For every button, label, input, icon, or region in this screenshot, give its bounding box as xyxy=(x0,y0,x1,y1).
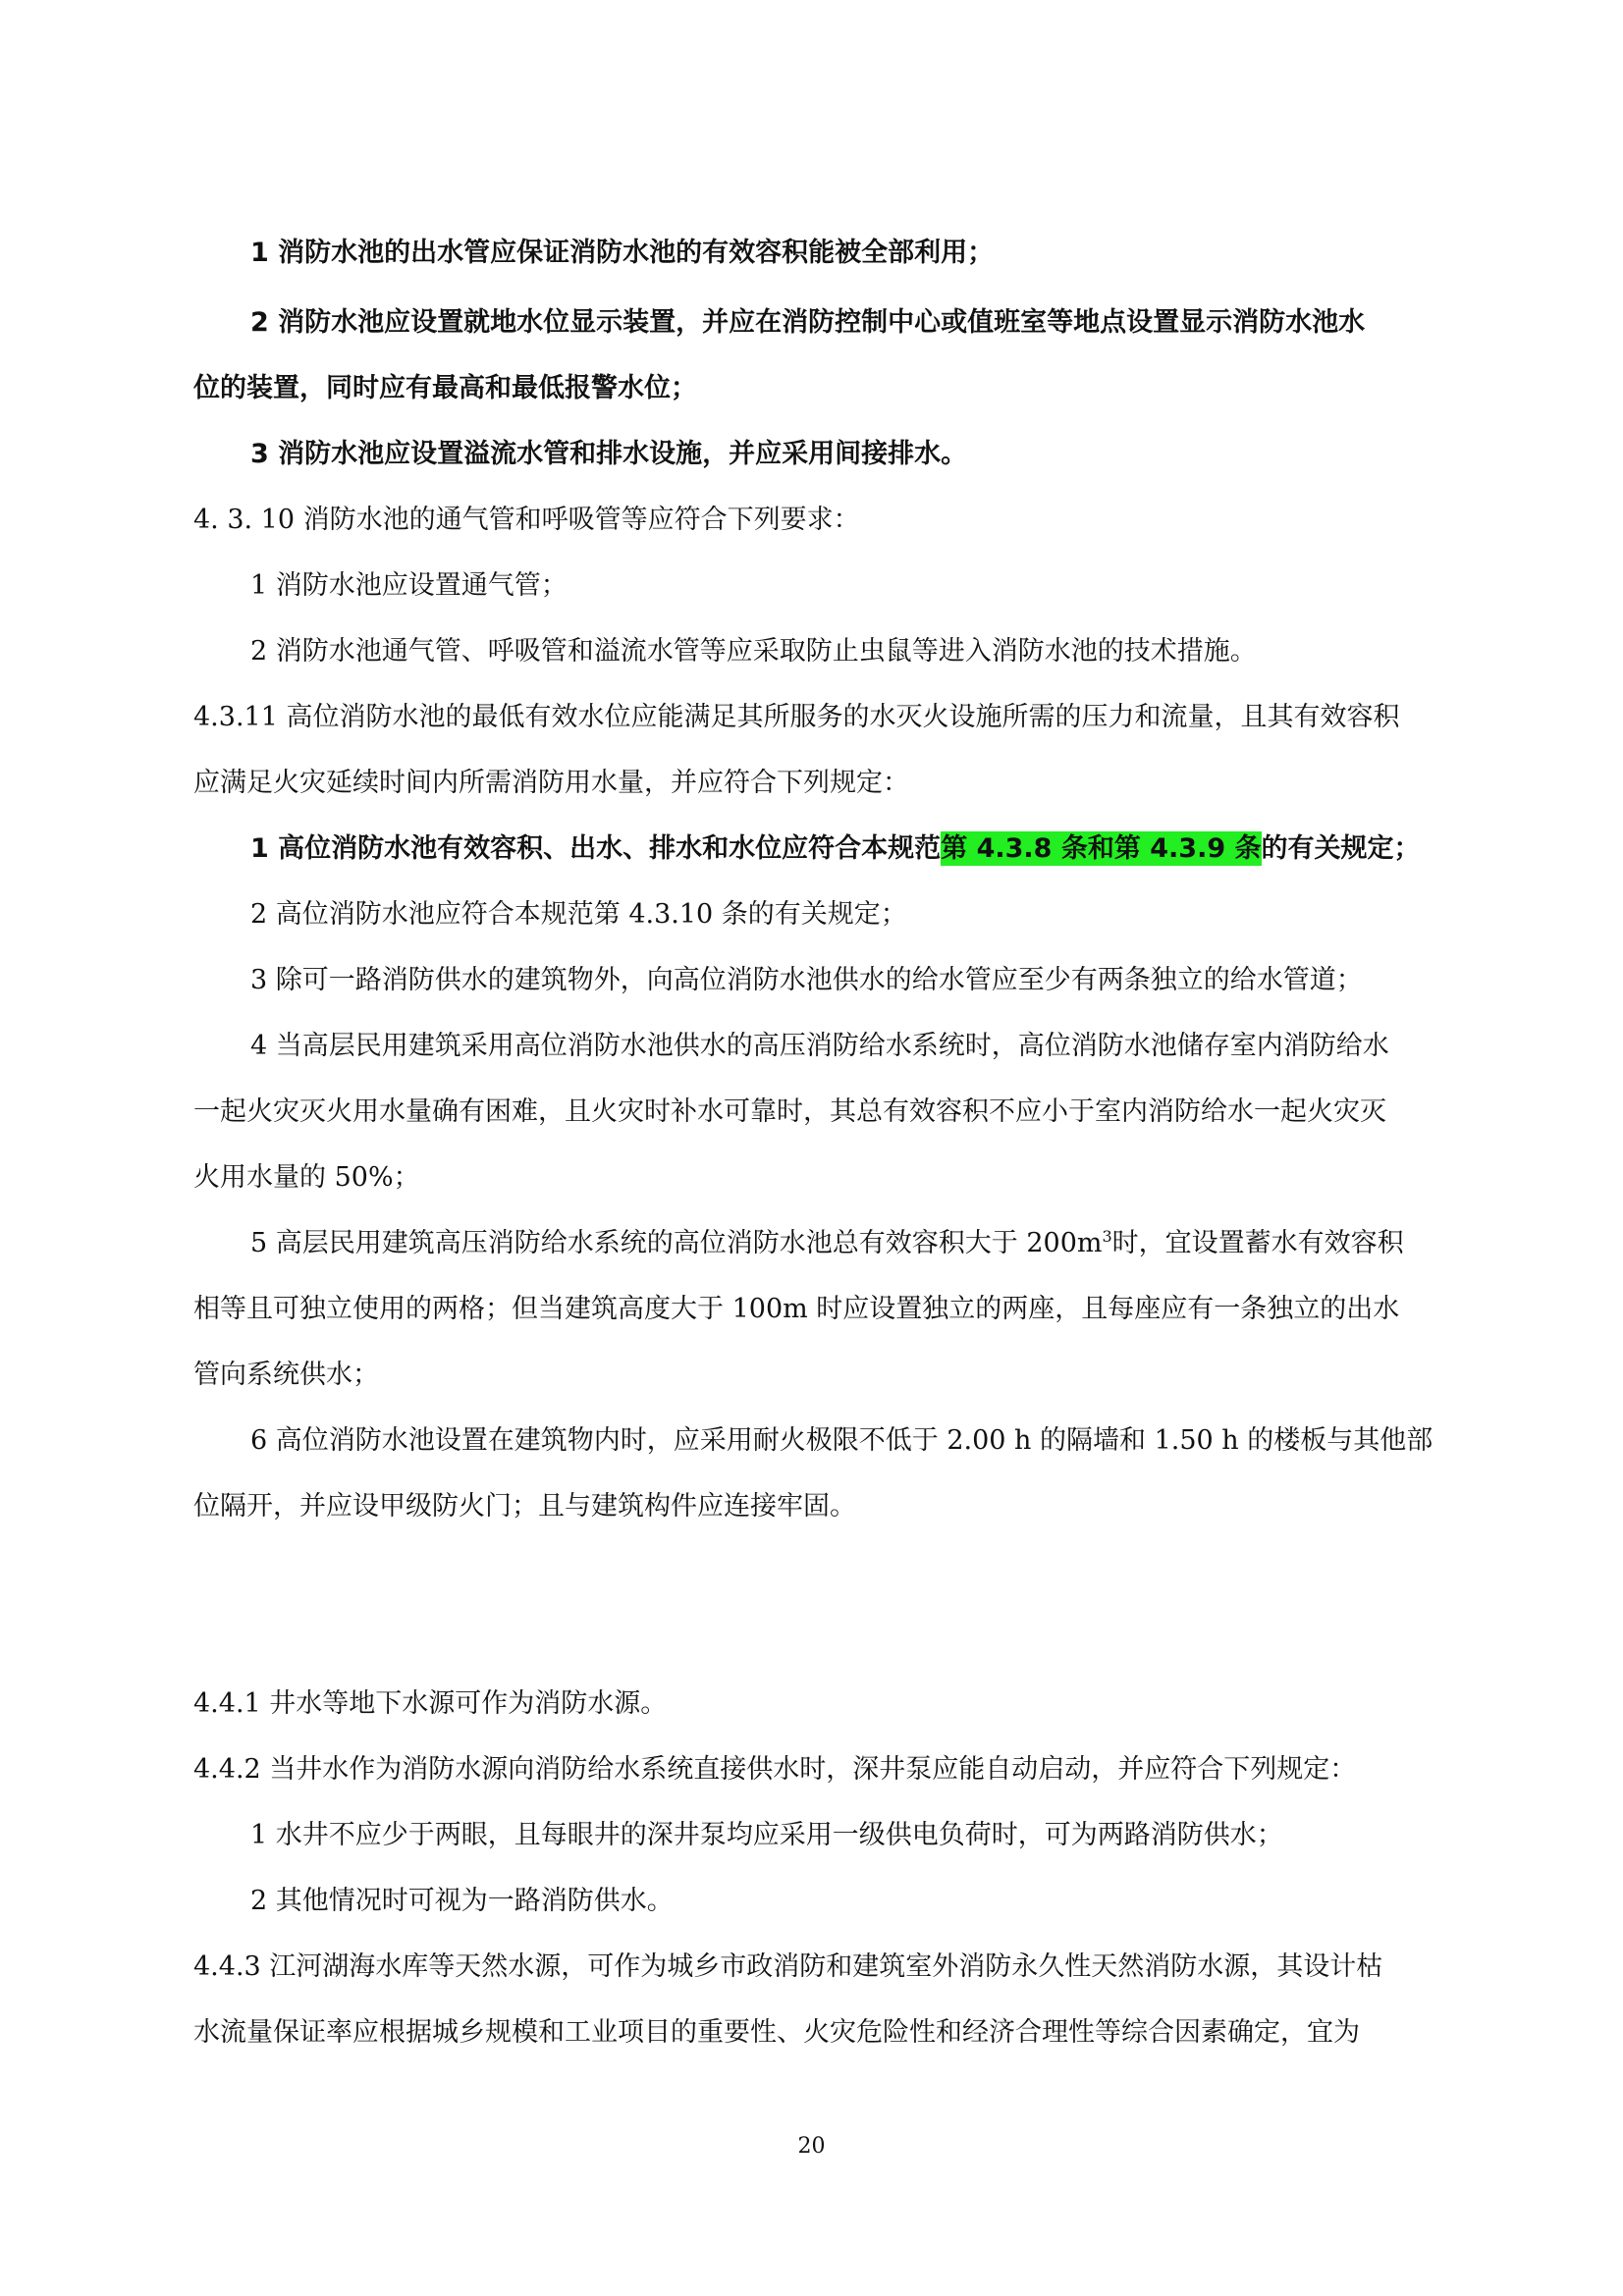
clause-4-3-9-item-2: 2 消防水池应设置就地水位显示装置，并应在消防控制中心或值班室等地点设置显示消防水池水 xyxy=(250,307,1366,338)
clause-4-3-11-item-6-cont: 位隔开，并应设甲级防火门；且与建筑构件应连接牢固。 xyxy=(193,1491,856,1522)
item-5-tail: 时，宜设置蓄水有效容积 xyxy=(1111,1228,1404,1258)
clause-4-4-2-item-1: 1 水井不应少于两眼，且每眼井的深井泵均应采用一级供电负荷时，可为两路消防供水； xyxy=(250,1820,1283,1850)
clause-4-3-11-heading: 4.3.11 高位消防水池的最低有效水位应能满足其所服务的水灭火设施所需的压力和流量，且其有效容积 xyxy=(193,702,1400,732)
item-5-text: 5 高层民用建筑高压消防给水系统的高位消防水池总有效容积大于 200m xyxy=(250,1228,1103,1258)
clause-4-4-3: 4.4.3 江河湖海水库等天然水源，可作为城乡市政消防和建筑室外消防永久性天然消防水源，其设计枯 xyxy=(193,1951,1383,1982)
page-number: 20 xyxy=(797,2134,826,2159)
clause-4-4-2-heading: 4.4.2 当井水作为消防水源向消防给水系统直接供水时，深井泵应能自动启动，并应符合下列规定： xyxy=(193,1754,1357,1785)
clause-4-4-2-item-2: 2 其他情况时可视为一路消防供水。 xyxy=(250,1886,674,1916)
clause-4-3-11-item-1 xyxy=(250,831,1421,867)
clause-4-3-11-item-5-cont2: 管向系统供水； xyxy=(193,1360,379,1390)
item-1-tail: 的有关规定； xyxy=(1261,833,1421,864)
clause-4-3-11-item-2: 2 高位消防水池应符合本规范第 4.3.10 条的有关规定； xyxy=(250,899,907,930)
clause-4-4-1: 4.4.1 井水等地下水源可作为消防水源。 xyxy=(193,1688,668,1719)
clause-4-3-11-item-4: 4 当高层民用建筑采用高位消防水池供水的高压消防给水系统时，高位消防水池储存室内消防给水 xyxy=(250,1031,1389,1061)
clause-4-3-11-item-6: 6 高位消防水池设置在建筑物内时，应采用耐火极限不低于 2.00 h 的隔墙和 1.50 h 的楼板与其他部 xyxy=(250,1425,1434,1456)
clause-4-3-10-item-1: 1 消防水池应设置通气管； xyxy=(250,570,568,601)
superscript-3: 3 xyxy=(1102,1227,1112,1246)
clause-4-3-11-item-4-cont1: 一起火灾灭火用水量确有困难，且火灾时补水可靠时，其总有效容积不应小于室内消防给水一起火灾灭 xyxy=(193,1096,1386,1127)
clause-4-3-9-item-3: 3 消防水池应设置溢流水管和排水设施，并应采用间接排水。 xyxy=(250,439,968,469)
clause-4-3-11-item-5-cont1: 相等且可独立使用的两格；但当建筑高度大于 100m 时应设置独立的两座，且每座应有一条独立的出水 xyxy=(193,1294,1400,1324)
clause-4-3-9-item-2-cont: 位的装置，同时应有最高和最低报警水位； xyxy=(193,373,697,403)
clause-4-4-3-cont: 水流量保证率应根据城乡规模和工业项目的重要性、火灾危险性和经济合理性等综合因素确定，宜为 xyxy=(193,2017,1360,2048)
clause-4-3-11-heading-cont: 应满足火灾延续时间内所需消防用水量，并应符合下列规定： xyxy=(193,768,909,798)
clause-4-3-11-item-3: 3 除可一路消防供水的建筑物外，向高位消防水池供水的给水管应至少有两条独立的给水管道； xyxy=(250,965,1363,995)
clause-4-3-11-item-4-cont2: 火用水量的 50%； xyxy=(193,1162,420,1193)
clause-4-3-11-item-5 xyxy=(250,1226,1404,1261)
item-1-text: 1 高位消防水池有效容积、出水、排水和水位应符合本规范 xyxy=(250,833,942,864)
highlighted-reference: 第 4.3.8 条和第 4.3.9 条 xyxy=(941,833,1262,864)
clause-4-3-10-item-2: 2 消防水池通气管、呼吸管和溢流水管等应采取防止虫鼠等进入消防水池的技术措施。 xyxy=(250,636,1257,667)
clause-4-3-9-item-1: 1 消防水池的出水管应保证消防水池的有效容积能被全部利用； xyxy=(250,238,995,268)
clause-4-3-10-heading: 4. 3. 10 消防水池的通气管和呼吸管等应符合下列要求： xyxy=(193,505,860,535)
